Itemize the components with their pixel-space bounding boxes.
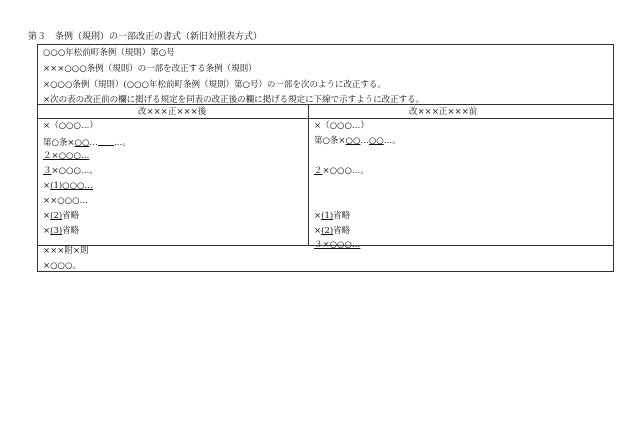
after-row-2-underlined: ○○: [74, 138, 90, 148]
header-before-revision: 改×××正×××前: [409, 107, 478, 117]
before-row-1: ×（○○○…）: [314, 121, 369, 131]
before-row-3: [314, 167, 369, 176]
after-row-5-underlined: [50, 181, 93, 191]
after-row-2-blank-underline: [98, 137, 114, 146]
before-row-3-underlined: ２: [314, 166, 323, 176]
before-row-4: [314, 212, 350, 221]
after-row-7-underlined: (2): [50, 211, 63, 221]
after-row-7-suffix: 省略: [62, 211, 80, 221]
before-row-5-underlined: (2): [321, 226, 334, 236]
document-heading: 第３ 条例（規則）の一部改正の書式（新旧対照表方式）: [28, 32, 263, 42]
amendment-title: ×××○○○条例（規則）の一部を改正する条例（規則）: [43, 64, 257, 74]
before-row-4-prefix: ×: [314, 211, 322, 221]
before-row-5-suffix: 省略: [333, 226, 351, 236]
after-row-8: [43, 227, 79, 236]
before-row-2-underlined-1: ○○: [345, 136, 361, 146]
before-row-2-prefix: 第○条×: [314, 136, 346, 146]
before-row-4-suffix: 省略: [333, 211, 351, 221]
after-row-2-suffix: …。: [113, 138, 131, 148]
supplementary-provisions-text: ×○○○。: [43, 261, 81, 271]
before-row-2: [314, 137, 401, 146]
after-row-2: [43, 137, 131, 148]
after-row-7-prefix: ×: [43, 211, 51, 221]
amendment-preamble: ×○○○条例（規則）(○○○年松前町条例（規則）第○号）の一部を次のように改正する。: [43, 80, 386, 90]
after-row-5-prefix: ×: [43, 181, 51, 191]
before-row-5-prefix: ×: [314, 226, 322, 236]
after-row-4-underlined: ３: [43, 166, 52, 176]
after-row-4: [43, 167, 98, 176]
after-row-1: ×（○○○…）: [43, 121, 98, 131]
after-row-2-prefix: 第○条×: [43, 138, 75, 148]
before-row-4-underlined: (1): [321, 211, 334, 221]
after-row-7: [43, 212, 79, 221]
after-row-2-middle: …: [89, 138, 98, 148]
before-row-6: ３×○○○…: [314, 240, 361, 250]
column-divider: [308, 105, 309, 245]
after-row-5: [43, 182, 93, 191]
header-divider: [38, 118, 613, 119]
amendment-form-box: [37, 44, 614, 272]
before-row-2-underlined-2: ○○: [368, 136, 384, 146]
after-row-8-suffix: 省略: [62, 226, 80, 236]
amendment-instruction: ×次の表の改正前の欄に掲げる規定を同表の改正後の欄に掲げる規定に下線で示すように改正する。: [43, 95, 425, 105]
after-row-4-suffix: ×○○○…。: [51, 166, 98, 176]
before-row-2-middle: …: [360, 136, 369, 146]
after-row-5-text: ○○○…: [62, 181, 93, 191]
after-row-5-item: (1): [50, 181, 63, 191]
after-row-8-prefix: ×: [43, 226, 51, 236]
after-row-6: ××○○○…: [43, 196, 88, 206]
comparison-table: [38, 104, 613, 250]
after-row-8-underlined: (3): [50, 226, 63, 236]
before-row-2-suffix: …。: [383, 136, 401, 146]
before-row-5: [314, 227, 350, 236]
after-row-3: ２×○○○…: [43, 151, 90, 161]
header-after-revision: 改×××正×××後: [138, 107, 207, 117]
supplementary-provisions-title: ×××附×則: [43, 246, 89, 256]
ordinance-number: ○○○年松前町条例（規則）第○号: [43, 48, 175, 58]
before-row-3-suffix: ×○○○…。: [322, 166, 369, 176]
